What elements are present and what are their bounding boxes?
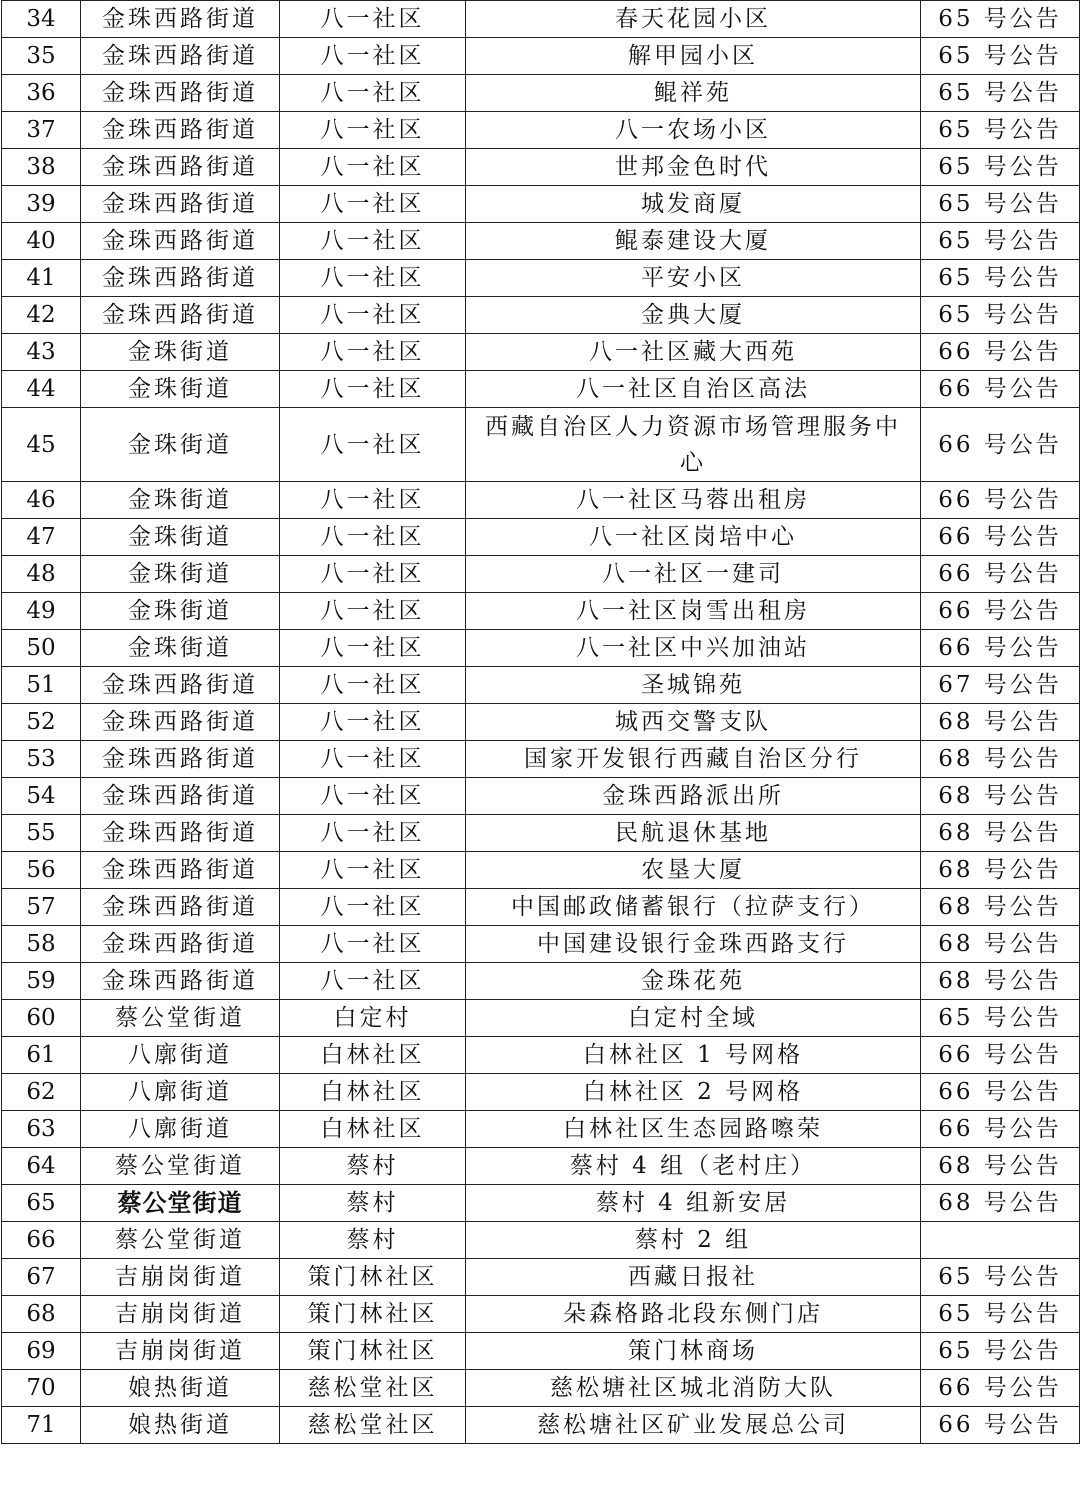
row-number-cell: 36	[2, 75, 81, 112]
street-cell: 金珠街道	[81, 593, 280, 630]
community-cell: 白林社区	[280, 1074, 466, 1111]
street-cell: 吉崩岗街道	[81, 1259, 280, 1296]
street-cell: 金珠街道	[81, 408, 280, 482]
row-number-cell: 59	[2, 963, 81, 1000]
street-cell: 吉崩岗街道	[81, 1333, 280, 1370]
community-cell: 八一社区	[280, 75, 466, 112]
notice-cell: 66 号公告	[921, 408, 1080, 482]
notice-cell: 66 号公告	[921, 1407, 1080, 1444]
place-cell: 金典大厦	[466, 297, 921, 334]
notice-cell: 68 号公告	[921, 963, 1080, 1000]
street-cell: 娘热街道	[81, 1370, 280, 1407]
row-number-cell: 70	[2, 1370, 81, 1407]
notice-cell: 65 号公告	[921, 1333, 1080, 1370]
place-cell: 平安小区	[466, 260, 921, 297]
place-cell: 圣城锦苑	[466, 667, 921, 704]
notice-cell	[921, 1222, 1080, 1259]
place-cell: 蔡村 4 组（老村庄）	[466, 1148, 921, 1185]
place-cell: 解甲园小区	[466, 38, 921, 75]
community-cell: 八一社区	[280, 482, 466, 519]
street-cell: 金珠西路街道	[81, 926, 280, 963]
table-row	[2, 149, 1080, 186]
row-number-cell: 44	[2, 371, 81, 408]
street-cell: 吉崩岗街道	[81, 1296, 280, 1333]
place-cell: 蔡村 4 组新安居	[466, 1185, 921, 1222]
table-row	[2, 1, 1080, 38]
row-number-cell: 41	[2, 260, 81, 297]
street-cell: 蔡公堂街道	[81, 1148, 280, 1185]
community-cell: 策门林社区	[280, 1259, 466, 1296]
community-cell: 八一社区	[280, 1, 466, 38]
street-cell: 金珠西路街道	[81, 38, 280, 75]
community-cell: 八一社区	[280, 667, 466, 704]
community-cell: 八一社区	[280, 519, 466, 556]
notice-cell: 66 号公告	[921, 334, 1080, 371]
street-cell: 金珠西路街道	[81, 1, 280, 38]
community-cell: 八一社区	[280, 149, 466, 186]
table-row	[2, 778, 1080, 815]
table-row	[2, 815, 1080, 852]
notice-cell: 66 号公告	[921, 1111, 1080, 1148]
table-row	[2, 630, 1080, 667]
place-cell: 八一农场小区	[466, 112, 921, 149]
row-number-cell: 54	[2, 778, 81, 815]
community-cell: 八一社区	[280, 223, 466, 260]
street-cell: 八廓街道	[81, 1074, 280, 1111]
street-cell: 金珠街道	[81, 482, 280, 519]
community-cell: 八一社区	[280, 371, 466, 408]
street-cell: 娘热街道	[81, 1407, 280, 1444]
street-cell: 金珠西路街道	[81, 260, 280, 297]
row-number-cell: 42	[2, 297, 81, 334]
table-row	[2, 704, 1080, 741]
place-cell: 城发商厦	[466, 186, 921, 223]
street-cell: 金珠街道	[81, 371, 280, 408]
row-number-cell: 71	[2, 1407, 81, 1444]
table-row	[2, 1333, 1080, 1370]
row-number-cell: 65	[2, 1185, 81, 1222]
community-cell: 八一社区	[280, 926, 466, 963]
table-row	[2, 1074, 1080, 1111]
community-cell: 八一社区	[280, 593, 466, 630]
street-cell: 金珠西路街道	[81, 186, 280, 223]
table-row	[2, 260, 1080, 297]
notice-cell: 65 号公告	[921, 149, 1080, 186]
notice-cell: 65 号公告	[921, 112, 1080, 149]
community-cell: 八一社区	[280, 334, 466, 371]
notice-cell: 65 号公告	[921, 223, 1080, 260]
street-cell: 金珠西路街道	[81, 112, 280, 149]
place-cell: 慈松塘社区矿业发展总公司	[466, 1407, 921, 1444]
place-cell: 农垦大厦	[466, 852, 921, 889]
community-cell: 八一社区	[280, 38, 466, 75]
notice-cell: 68 号公告	[921, 815, 1080, 852]
table-row	[2, 926, 1080, 963]
table-row	[2, 112, 1080, 149]
community-cell: 蔡村	[280, 1185, 466, 1222]
community-cell: 策门林社区	[280, 1333, 466, 1370]
row-number-cell: 39	[2, 186, 81, 223]
community-cell: 八一社区	[280, 778, 466, 815]
place-cell: 国家开发银行西藏自治区分行	[466, 741, 921, 778]
table-row	[2, 1259, 1080, 1296]
place-cell: 中国建设银行金珠西路支行	[466, 926, 921, 963]
table-row	[2, 963, 1080, 1000]
place-cell: 白林社区 1 号网格	[466, 1037, 921, 1074]
notice-cell: 65 号公告	[921, 1, 1080, 38]
notice-cell: 65 号公告	[921, 75, 1080, 112]
community-cell: 八一社区	[280, 741, 466, 778]
place-cell: 城西交警支队	[466, 704, 921, 741]
place-cell: 策门林商场	[466, 1333, 921, 1370]
community-cell: 八一社区	[280, 815, 466, 852]
street-cell: 金珠西路街道	[81, 778, 280, 815]
community-cell: 八一社区	[280, 112, 466, 149]
notice-cell: 68 号公告	[921, 1148, 1080, 1185]
table-row	[2, 1000, 1080, 1037]
community-cell: 八一社区	[280, 704, 466, 741]
table-row	[2, 371, 1080, 408]
notice-cell: 68 号公告	[921, 741, 1080, 778]
notice-cell: 67 号公告	[921, 667, 1080, 704]
notice-cell: 68 号公告	[921, 778, 1080, 815]
row-number-cell: 62	[2, 1074, 81, 1111]
street-cell: 八廓街道	[81, 1037, 280, 1074]
area-list-table	[1, 0, 1080, 1444]
table-row	[2, 1222, 1080, 1259]
street-cell: 金珠西路街道	[81, 963, 280, 1000]
community-cell: 八一社区	[280, 297, 466, 334]
row-number-cell: 52	[2, 704, 81, 741]
community-cell: 策门林社区	[280, 1296, 466, 1333]
row-number-cell: 51	[2, 667, 81, 704]
row-number-cell: 55	[2, 815, 81, 852]
street-cell: 八廓街道	[81, 1111, 280, 1148]
table-row	[2, 1111, 1080, 1148]
row-number-cell: 47	[2, 519, 81, 556]
table-row	[2, 852, 1080, 889]
street-cell: 金珠西路街道	[81, 667, 280, 704]
place-cell: 八一社区岗雪出租房	[466, 593, 921, 630]
table-row	[2, 667, 1080, 704]
table-row	[2, 1037, 1080, 1074]
street-cell: 金珠西路街道	[81, 815, 280, 852]
notice-cell: 66 号公告	[921, 482, 1080, 519]
table-row	[2, 1296, 1080, 1333]
notice-cell: 65 号公告	[921, 186, 1080, 223]
street-cell: 金珠西路街道	[81, 223, 280, 260]
row-number-cell: 49	[2, 593, 81, 630]
notice-cell: 66 号公告	[921, 556, 1080, 593]
community-cell: 八一社区	[280, 556, 466, 593]
notice-cell: 65 号公告	[921, 38, 1080, 75]
table-row	[2, 38, 1080, 75]
table-row	[2, 75, 1080, 112]
community-cell: 八一社区	[280, 186, 466, 223]
place-cell: 金珠西路派出所	[466, 778, 921, 815]
row-number-cell: 46	[2, 482, 81, 519]
street-cell: 金珠街道	[81, 556, 280, 593]
row-number-cell: 34	[2, 1, 81, 38]
street-cell: 金珠西路街道	[81, 741, 280, 778]
row-number-cell: 60	[2, 1000, 81, 1037]
place-cell: 世邦金色时代	[466, 149, 921, 186]
row-number-cell: 35	[2, 38, 81, 75]
notice-cell: 66 号公告	[921, 1074, 1080, 1111]
community-cell: 八一社区	[280, 852, 466, 889]
row-number-cell: 67	[2, 1259, 81, 1296]
row-number-cell: 68	[2, 1296, 81, 1333]
row-number-cell: 58	[2, 926, 81, 963]
community-cell: 八一社区	[280, 963, 466, 1000]
table-row	[2, 1407, 1080, 1444]
row-number-cell: 66	[2, 1222, 81, 1259]
notice-cell: 66 号公告	[921, 1037, 1080, 1074]
row-number-cell: 48	[2, 556, 81, 593]
notice-cell: 68 号公告	[921, 852, 1080, 889]
community-cell: 慈松堂社区	[280, 1407, 466, 1444]
street-cell: 蔡公堂街道	[81, 1000, 280, 1037]
street-cell: 金珠西路街道	[81, 889, 280, 926]
notice-cell: 65 号公告	[921, 1000, 1080, 1037]
table-row	[2, 408, 1080, 482]
place-cell: 白定村全域	[466, 1000, 921, 1037]
street-cell: 金珠西路街道	[81, 297, 280, 334]
table-row	[2, 297, 1080, 334]
place-cell: 朵森格路北段东侧门店	[466, 1296, 921, 1333]
table-row	[2, 556, 1080, 593]
notice-cell: 65 号公告	[921, 260, 1080, 297]
community-cell: 慈松堂社区	[280, 1370, 466, 1407]
place-cell: 八一社区岗培中心	[466, 519, 921, 556]
street-cell: 蔡公堂街道	[81, 1222, 280, 1259]
place-cell: 春天花园小区	[466, 1, 921, 38]
place-cell: 八一社区一建司	[466, 556, 921, 593]
place-cell: 八一社区中兴加油站	[466, 630, 921, 667]
table-row	[2, 1148, 1080, 1185]
place-cell: 白林社区 2 号网格	[466, 1074, 921, 1111]
table-row	[2, 593, 1080, 630]
street-cell: 蔡公堂街道	[81, 1185, 280, 1222]
row-number-cell: 45	[2, 408, 81, 482]
notice-cell: 68 号公告	[921, 1185, 1080, 1222]
community-cell: 白林社区	[280, 1111, 466, 1148]
table-row	[2, 1370, 1080, 1407]
notice-cell: 68 号公告	[921, 889, 1080, 926]
street-cell: 金珠西路街道	[81, 704, 280, 741]
place-cell: 八一社区马蓉出租房	[466, 482, 921, 519]
community-cell: 蔡村	[280, 1148, 466, 1185]
row-number-cell: 37	[2, 112, 81, 149]
street-cell: 金珠西路街道	[81, 149, 280, 186]
notice-cell: 66 号公告	[921, 371, 1080, 408]
place-cell: 蔡村 2 组	[466, 1222, 921, 1259]
table-row	[2, 1185, 1080, 1222]
street-cell: 金珠街道	[81, 334, 280, 371]
place-cell: 西藏日报社	[466, 1259, 921, 1296]
place-cell: 中国邮政储蓄银行（拉萨支行）	[466, 889, 921, 926]
notice-cell: 66 号公告	[921, 519, 1080, 556]
table-row	[2, 334, 1080, 371]
community-cell: 蔡村	[280, 1222, 466, 1259]
table-row	[2, 741, 1080, 778]
place-cell: 白林社区生态园路嚓荣	[466, 1111, 921, 1148]
notice-cell: 65 号公告	[921, 1259, 1080, 1296]
row-number-cell: 64	[2, 1148, 81, 1185]
notice-cell: 68 号公告	[921, 704, 1080, 741]
table-row	[2, 482, 1080, 519]
place-cell: 鲲泰建设大厦	[466, 223, 921, 260]
row-number-cell: 56	[2, 852, 81, 889]
place-cell: 鲲祥苑	[466, 75, 921, 112]
notice-cell: 66 号公告	[921, 593, 1080, 630]
row-number-cell: 61	[2, 1037, 81, 1074]
place-cell: 民航退休基地	[466, 815, 921, 852]
table-body	[2, 1, 1080, 1444]
table-row	[2, 186, 1080, 223]
notice-cell: 66 号公告	[921, 630, 1080, 667]
notice-cell: 68 号公告	[921, 926, 1080, 963]
table-row	[2, 889, 1080, 926]
street-cell: 金珠西路街道	[81, 852, 280, 889]
place-cell: 金珠花苑	[466, 963, 921, 1000]
row-number-cell: 40	[2, 223, 81, 260]
place-cell: 八一社区藏大西苑	[466, 334, 921, 371]
street-cell: 金珠街道	[81, 519, 280, 556]
community-cell: 八一社区	[280, 889, 466, 926]
notice-cell: 65 号公告	[921, 297, 1080, 334]
place-cell: 慈松塘社区城北消防大队	[466, 1370, 921, 1407]
street-cell: 金珠街道	[81, 630, 280, 667]
street-cell: 金珠西路街道	[81, 75, 280, 112]
row-number-cell: 38	[2, 149, 81, 186]
row-number-cell: 69	[2, 1333, 81, 1370]
community-cell: 八一社区	[280, 630, 466, 667]
row-number-cell: 63	[2, 1111, 81, 1148]
notice-cell: 65 号公告	[921, 1296, 1080, 1333]
community-cell: 白林社区	[280, 1037, 466, 1074]
community-cell: 八一社区	[280, 408, 466, 482]
row-number-cell: 43	[2, 334, 81, 371]
row-number-cell: 53	[2, 741, 81, 778]
row-number-cell: 57	[2, 889, 81, 926]
place-cell: 八一社区自治区高法	[466, 371, 921, 408]
table-row	[2, 519, 1080, 556]
place-cell: 西藏自治区人力资源市场管理服务中心	[466, 408, 921, 482]
notice-cell: 66 号公告	[921, 1370, 1080, 1407]
table-row	[2, 223, 1080, 260]
community-cell: 八一社区	[280, 260, 466, 297]
row-number-cell: 50	[2, 630, 81, 667]
community-cell: 白定村	[280, 1000, 466, 1037]
